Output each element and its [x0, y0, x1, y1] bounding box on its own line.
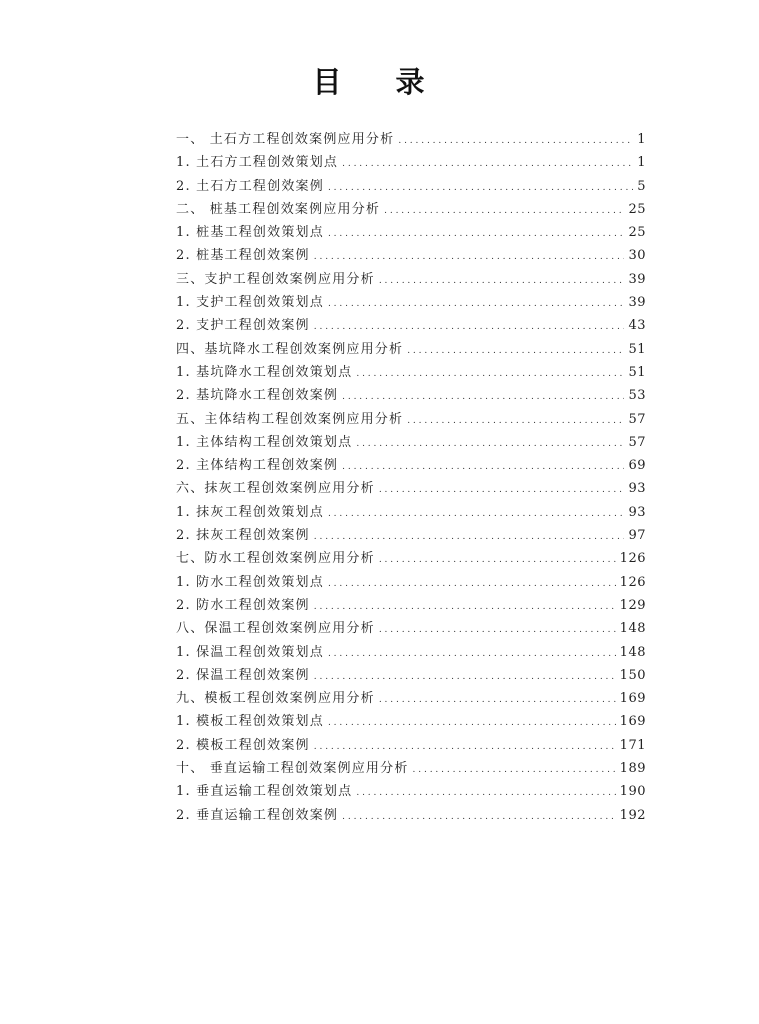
dot-leader	[356, 361, 624, 386]
toc-entry-page-number: 69	[628, 458, 646, 474]
dot-leader	[328, 710, 616, 735]
toc-entry-label: 1. 模板工程创效策划点	[176, 714, 324, 730]
toc-entry-page-number: 169	[619, 714, 646, 730]
dot-leader	[379, 547, 616, 572]
toc-entry[interactable]	[176, 198, 646, 221]
toc-entry-label: 2. 桩基工程创效案例	[176, 248, 310, 264]
toc-entry-page-number: 190	[619, 784, 646, 800]
toc-entry-label: 1. 防水工程创效策划点	[176, 574, 324, 590]
toc-entry-page-number: 43	[628, 318, 646, 334]
toc-entry-page-number: 51	[628, 341, 646, 357]
toc-entry-page-number: 39	[628, 295, 646, 311]
dot-leader	[356, 780, 615, 805]
dot-leader	[314, 314, 625, 339]
toc-entry-page-number: 192	[619, 807, 646, 823]
toc-entry[interactable]	[176, 431, 646, 454]
toc-entry-page-number: 53	[628, 388, 646, 404]
dot-leader	[379, 617, 616, 642]
toc-entry-label: 1. 桩基工程创效策划点	[176, 225, 324, 241]
dot-leader	[379, 477, 625, 502]
toc-entry-label: 2. 土石方工程创效案例	[176, 178, 324, 194]
toc-entry-page-number: 129	[619, 597, 646, 613]
dot-leader	[413, 757, 616, 782]
toc-entry-page-number: 189	[619, 761, 646, 777]
toc-entry-page-number: 93	[628, 481, 646, 497]
toc-entry-label: 2. 保温工程创效案例	[176, 667, 310, 683]
toc-entry-label: 九、模板工程创效案例应用分析	[176, 691, 375, 707]
toc-entry-label: 二、 桩基工程创效案例应用分析	[176, 201, 381, 217]
toc-entry-label: 2. 防水工程创效案例	[176, 597, 310, 613]
dot-leader	[398, 128, 633, 153]
dot-leader	[407, 408, 624, 433]
toc-entry-label: 1. 垂直运输工程创效策划点	[176, 784, 353, 800]
toc-entry[interactable]	[176, 757, 646, 780]
toc-entry[interactable]	[176, 338, 646, 361]
dot-leader	[328, 175, 633, 200]
toc-entry[interactable]	[176, 454, 646, 477]
toc-entry[interactable]	[176, 128, 646, 151]
dot-leader	[328, 641, 616, 666]
toc-entry-label: 十、 垂直运输工程创效案例应用分析	[176, 761, 409, 777]
toc-entry[interactable]	[176, 151, 646, 174]
toc-entry-label: 一、 土石方工程创效案例应用分析	[176, 132, 395, 147]
toc-entry[interactable]	[176, 641, 646, 664]
toc-entry-label: 四、基坑降水工程创效案例应用分析	[176, 341, 404, 357]
dot-leader	[314, 664, 616, 689]
toc-entry-page-number: 1	[637, 155, 646, 171]
dot-leader	[314, 524, 625, 549]
dot-leader	[328, 291, 625, 316]
toc-entry[interactable]	[176, 780, 646, 803]
toc-entry[interactable]	[176, 314, 646, 337]
toc-entry[interactable]	[176, 617, 646, 640]
toc-entry[interactable]	[176, 687, 646, 710]
dot-leader	[342, 384, 624, 409]
toc-entry-label: 1. 基坑降水工程创效策划点	[176, 364, 353, 380]
toc-entry[interactable]	[176, 710, 646, 733]
toc-entry-page-number: 57	[628, 411, 646, 427]
toc-entry[interactable]	[176, 571, 646, 594]
toc-entry-page-number: 93	[628, 504, 646, 520]
toc-entry[interactable]	[176, 221, 646, 244]
dot-leader	[379, 687, 616, 712]
toc-entry[interactable]	[176, 734, 646, 757]
toc-entry[interactable]	[176, 244, 646, 267]
toc-entry-label: 1. 土石方工程创效策划点	[176, 155, 339, 171]
toc-entry-page-number: 5	[637, 178, 646, 194]
toc-entry-page-number: 25	[628, 201, 646, 217]
toc-entry-page-number: 171	[619, 737, 646, 753]
toc-entry-page-number: 51	[628, 364, 646, 380]
toc-entry-page-number: 126	[619, 574, 646, 590]
toc-entry-label: 1. 保温工程创效策划点	[176, 644, 324, 660]
toc-entry-label: 2. 支护工程创效案例	[176, 318, 310, 334]
dot-leader	[342, 454, 624, 479]
toc-entry-page-number: 150	[619, 667, 646, 683]
toc-entry-page-number: 126	[619, 551, 646, 567]
dot-leader	[407, 338, 624, 363]
toc-entry-label: 2. 垂直运输工程创效案例	[176, 807, 339, 823]
toc-entry-label: 1. 抹灰工程创效策划点	[176, 504, 324, 520]
toc-entry[interactable]	[176, 524, 646, 547]
dot-leader	[314, 244, 625, 269]
toc-entry-label: 五、主体结构工程创效案例应用分析	[176, 411, 404, 427]
toc-entry-label: 2. 主体结构工程创效案例	[176, 458, 339, 474]
dot-leader	[379, 268, 625, 293]
toc-entry-label: 六、抹灰工程创效案例应用分析	[176, 481, 375, 497]
dot-leader	[342, 804, 616, 829]
toc-entry[interactable]	[176, 501, 646, 524]
toc-entry-label: 2. 基坑降水工程创效案例	[176, 388, 339, 404]
toc-entry[interactable]	[176, 547, 646, 570]
dot-leader	[384, 198, 624, 223]
toc-entry-page-number: 169	[619, 691, 646, 707]
toc-entry[interactable]	[176, 384, 646, 407]
toc-entry-page-number: 57	[628, 434, 646, 450]
toc-entry-page-number: 97	[628, 528, 646, 544]
toc-list	[176, 128, 646, 827]
dot-leader	[314, 734, 616, 759]
toc-entry-label: 七、防水工程创效案例应用分析	[176, 551, 375, 567]
toc-entry-page-number: 25	[628, 225, 646, 241]
toc-entry-page-number: 1	[637, 132, 646, 147]
toc-entry[interactable]	[176, 594, 646, 617]
toc-entry[interactable]	[176, 477, 646, 500]
toc-entry[interactable]	[176, 804, 646, 827]
toc-entry-page-number: 148	[619, 621, 646, 637]
toc-entry[interactable]	[176, 408, 646, 431]
toc-entry-label: 八、保温工程创效案例应用分析	[176, 621, 375, 637]
toc-entry-page-number: 30	[628, 248, 646, 264]
toc-entry-label: 1. 支护工程创效策划点	[176, 295, 324, 311]
toc-entry-page-number: 148	[619, 644, 646, 660]
toc-entry-label: 2. 抹灰工程创效案例	[176, 528, 310, 544]
toc-entry[interactable]	[176, 291, 646, 314]
toc-entry[interactable]	[176, 664, 646, 687]
dot-leader	[314, 594, 616, 619]
toc-entry-page-number: 39	[628, 271, 646, 287]
dot-leader	[328, 501, 625, 526]
toc-entry-label: 1. 主体结构工程创效策划点	[176, 434, 353, 450]
toc-entry-label: 三、支护工程创效案例应用分析	[176, 271, 375, 287]
dot-leader	[328, 221, 625, 246]
toc-entry[interactable]	[176, 268, 646, 291]
toc-title: 目 录	[312, 65, 447, 99]
dot-leader	[356, 431, 624, 456]
toc-entry[interactable]	[176, 175, 646, 198]
toc-entry-label: 2. 模板工程创效案例	[176, 737, 310, 753]
dot-leader	[342, 151, 633, 176]
dot-leader	[328, 571, 616, 596]
toc-entry[interactable]	[176, 361, 646, 384]
